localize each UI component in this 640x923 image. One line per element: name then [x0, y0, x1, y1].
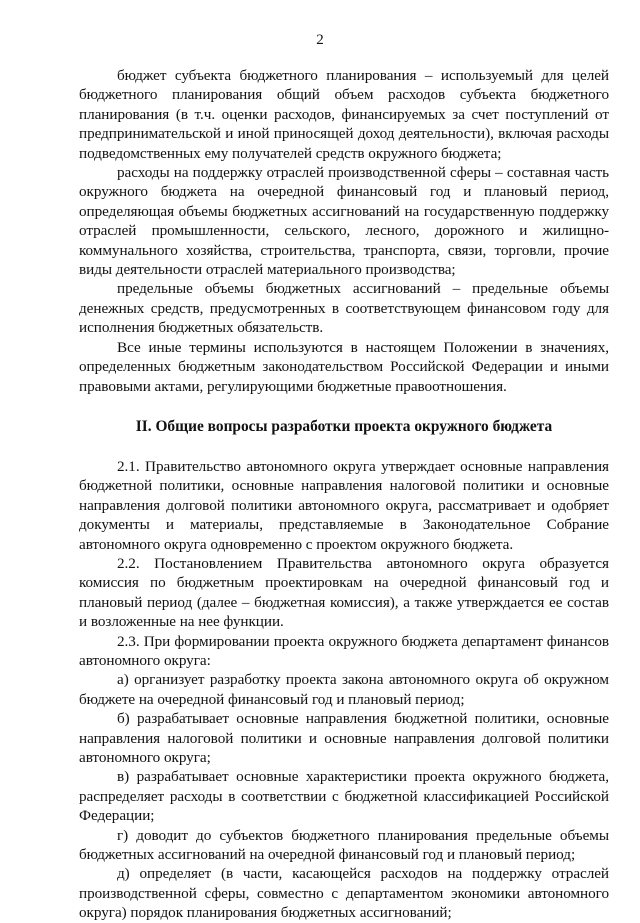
definition-paragraph: предельные объемы бюджетных ассигнований – предельные объемы денежных средств, предусмотренных в соответствующем финансовом году для исполнения бюджетных обязательств.: [79, 280, 609, 337]
list-item: а) организует разработку проекта закона автономного округа об окружном бюджете на очередной финансовый год и плановый период;: [79, 671, 609, 708]
section-paragraph: 2.1. Правительство автономного округа утверждает основные направления бюджетной политики, основные направления налоговой политики и основные направления долговой политики автономного округа, рассматривает и одобряет документы и материалы, представляемые в Законодательное Собрание автономного округа одновременно с проектом окружного бюджета.: [79, 457, 609, 553]
definition-paragraph: расходы на поддержку отраслей производственной сферы – составная часть окружного бюджета на очередной финансовый год и плановый период, определяющая объемы бюджетных ассигнований на государственную поддержку отраслей промышленности, сельского, лесного, дорожного и жилищно-коммунального хозяйства, строительства, транспорта, связи, торговли, прочие виды деятельности отраслей материального производства;: [79, 164, 609, 279]
list-item: д) определяет (в части, касающейся расходов на поддержку отраслей производственной сферы, совместно с департаментом экономики автономного округа) порядок планирования бюджетных ассигнований;: [79, 865, 609, 922]
section-paragraph: 2.3. При формировании проекта окружного бюджета департамент финансов автономного округа:: [79, 632, 609, 669]
definition-paragraph: бюджет субъекта бюджетного планирования – используемый для целей бюджетного планирования общий объем расходов субъекта бюджетного планирования (в т.ч. оценки расходов, финансируемых за счет поступлений от предпринимательской и иной приносящей доход деятельности), включая расходы подведомственных ему получателей средств окружного бюджета;: [79, 67, 609, 162]
definition-paragraph: Все иные термины используются в настоящем Положении в значениях, определенных бюджетным законодательством Российской Федерации и иными правовыми актами, регулирующими бюджетные правоотношения.: [79, 338, 609, 395]
section-paragraph: 2.2. Постановлением Правительства автономного округа образуется комиссия по бюджетным проектировкам на очередной финансовый год и плановый период (далее – бюджетная комиссия), а также утверждается ее состав и возложенные на нее функции.: [79, 554, 609, 631]
section-heading: II. Общие вопросы разработки проекта окружного бюджета: [135, 417, 553, 435]
list-item: б) разрабатывает основные направления бюджетной политики, основные направления налоговой политики и основные направления долговой политики автономного округа;: [79, 710, 609, 766]
document-body: [79, 66, 609, 923]
page-number: 2: [316, 32, 324, 48]
list-item: в) разрабатывает основные характеристики проекта окружного бюджета, распределяет расходы в соответствии с бюджетной классификацией Российской Федерации;: [79, 768, 609, 825]
list-item: г) доводит до субъектов бюджетного планирования предельные объемы бюджетных ассигнований на очередной финансовый год и плановый период;: [79, 826, 609, 864]
